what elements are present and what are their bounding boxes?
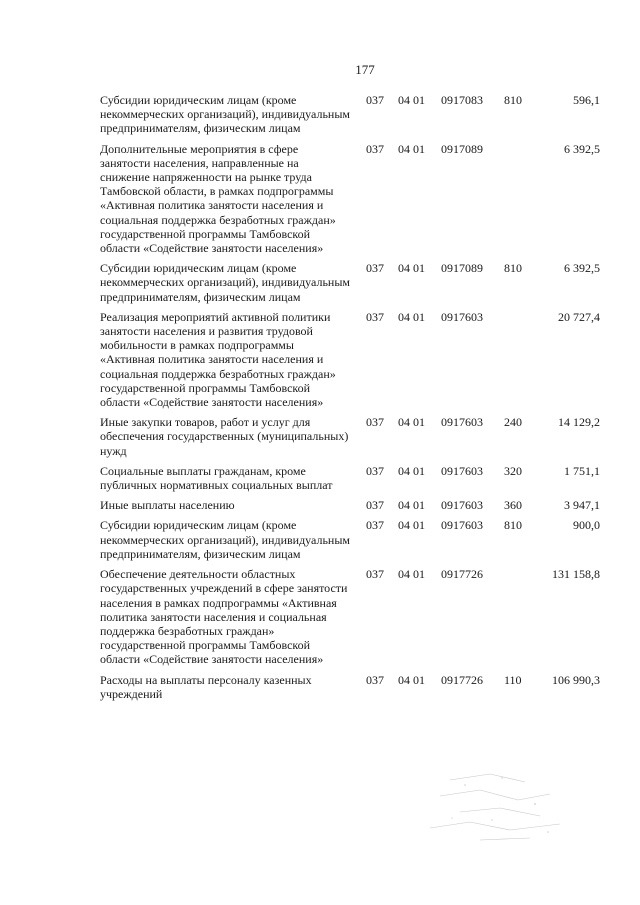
- table-row: [100, 498, 610, 512]
- expense-kind-code: 810: [504, 93, 522, 107]
- amount: 3 947,1: [564, 498, 600, 513]
- target-article-code: 0917089: [441, 141, 483, 156]
- expense-kind-code: 360: [504, 498, 522, 513]
- section-code: 04 01: [398, 567, 425, 582]
- target-article-code: 0917083: [441, 93, 483, 107]
- table-row: [100, 310, 610, 409]
- table-row: [100, 415, 610, 458]
- target-article-code: 0917603: [441, 518, 483, 533]
- amount: 20 727,4: [558, 309, 600, 324]
- amount: 106 990,3: [552, 672, 600, 687]
- ministry-code: 037: [366, 567, 384, 582]
- row-name: Реализация мероприятий активной политики занятости населения и развития трудовой мобильности в рамках подпрограммы «Активная политика занятости населения и социальная поддержка безработных граждан» государственной программы Тамбовской области «Содействие занятости населения»: [100, 309, 336, 410]
- amount: 596,1: [573, 93, 600, 107]
- table-row: [100, 518, 610, 561]
- section-code: 04 01: [398, 141, 425, 156]
- row-name: Субсидии юридическим лицам (кроме некоммерческих организаций), индивидуальным предпринимателям, физическим лицам: [100, 93, 350, 136]
- table-row: [100, 261, 610, 304]
- page-number: 177: [355, 62, 375, 77]
- amount: 6 392,5: [564, 261, 600, 276]
- section-code: 04 01: [398, 261, 425, 276]
- table-row: [100, 464, 610, 492]
- table-row: [100, 142, 610, 256]
- section-code: 04 01: [398, 93, 425, 107]
- section-code: 04 01: [398, 309, 425, 324]
- target-article-code: 0917603: [441, 415, 483, 430]
- row-name: Обеспечение деятельности областных государственных учреждений в сфере занятости населения в рамках подпрограммы «Активная политика занятости населения и социальная поддержка безработных граждан» государственной программы Тамбовской области «Содействие занятости населения»: [100, 567, 348, 667]
- row-name: Иные закупки товаров, работ и услуг для обеспечения государственных (муниципальных) нужд: [100, 415, 349, 458]
- expense-kind-code: 320: [504, 463, 522, 478]
- expense-kind-code: 240: [504, 415, 522, 430]
- table-row: [100, 93, 610, 136]
- amount: 14 129,2: [558, 415, 600, 430]
- section-code: 04 01: [398, 518, 425, 533]
- row-name: Дополнительные мероприятия в сфере занятости населения, направленные на снижение напряженности на рынке труда Тамбовской области, в рамках подпрограммы «Активная политика занятости населения и социальная поддержка безработных граждан» государственной программы Тамбовской области «Содействие занятости населения»: [100, 141, 336, 256]
- target-article-code: 0917603: [441, 463, 483, 478]
- ministry-code: 037: [366, 415, 384, 430]
- ministry-code: 037: [366, 309, 384, 324]
- target-article-code: 0917603: [441, 498, 483, 513]
- table-row: [100, 673, 610, 701]
- ministry-code: 037: [366, 672, 384, 687]
- ministry-code: 037: [366, 463, 384, 478]
- expense-kind-code: 110: [504, 672, 522, 687]
- table-row: [100, 567, 610, 666]
- amount: 1 751,1: [564, 463, 600, 478]
- ministry-code: 037: [366, 141, 384, 156]
- expense-kind-code: 810: [504, 518, 522, 533]
- section-code: 04 01: [398, 672, 425, 687]
- ministry-code: 037: [366, 498, 384, 513]
- row-name: Субсидии юридическим лицам (кроме некоммерческих организаций), индивидуальным предпринимателям, физическим лицам: [100, 261, 350, 304]
- row-name: Субсидии юридическим лицам (кроме некоммерческих организаций), индивидуальным предпринимателям, физическим лицам: [100, 518, 350, 561]
- target-article-code: 0917726: [441, 567, 483, 582]
- ministry-code: 037: [366, 518, 384, 533]
- target-article-code: 0917603: [441, 309, 483, 324]
- ministry-code: 037: [366, 93, 384, 107]
- amount: 6 392,5: [564, 141, 600, 156]
- amount: 900,0: [573, 518, 600, 533]
- section-code: 04 01: [398, 498, 425, 513]
- row-name: Социальные выплаты гражданам, кроме публичных нормативных социальных выплат: [100, 463, 333, 493]
- budget-table: [100, 93, 610, 707]
- expense-kind-code: 810: [504, 261, 522, 276]
- amount: 131 158,8: [552, 567, 600, 582]
- row-name: Расходы на выплаты персоналу казенных учреждений: [100, 672, 312, 701]
- section-code: 04 01: [398, 415, 425, 430]
- section-code: 04 01: [398, 463, 425, 478]
- target-article-code: 0917089: [441, 261, 483, 276]
- ministry-code: 037: [366, 261, 384, 276]
- faint-stamp-marks: [430, 760, 570, 850]
- target-article-code: 0917726: [441, 672, 483, 687]
- row-name: Иные выплаты населению: [100, 498, 235, 513]
